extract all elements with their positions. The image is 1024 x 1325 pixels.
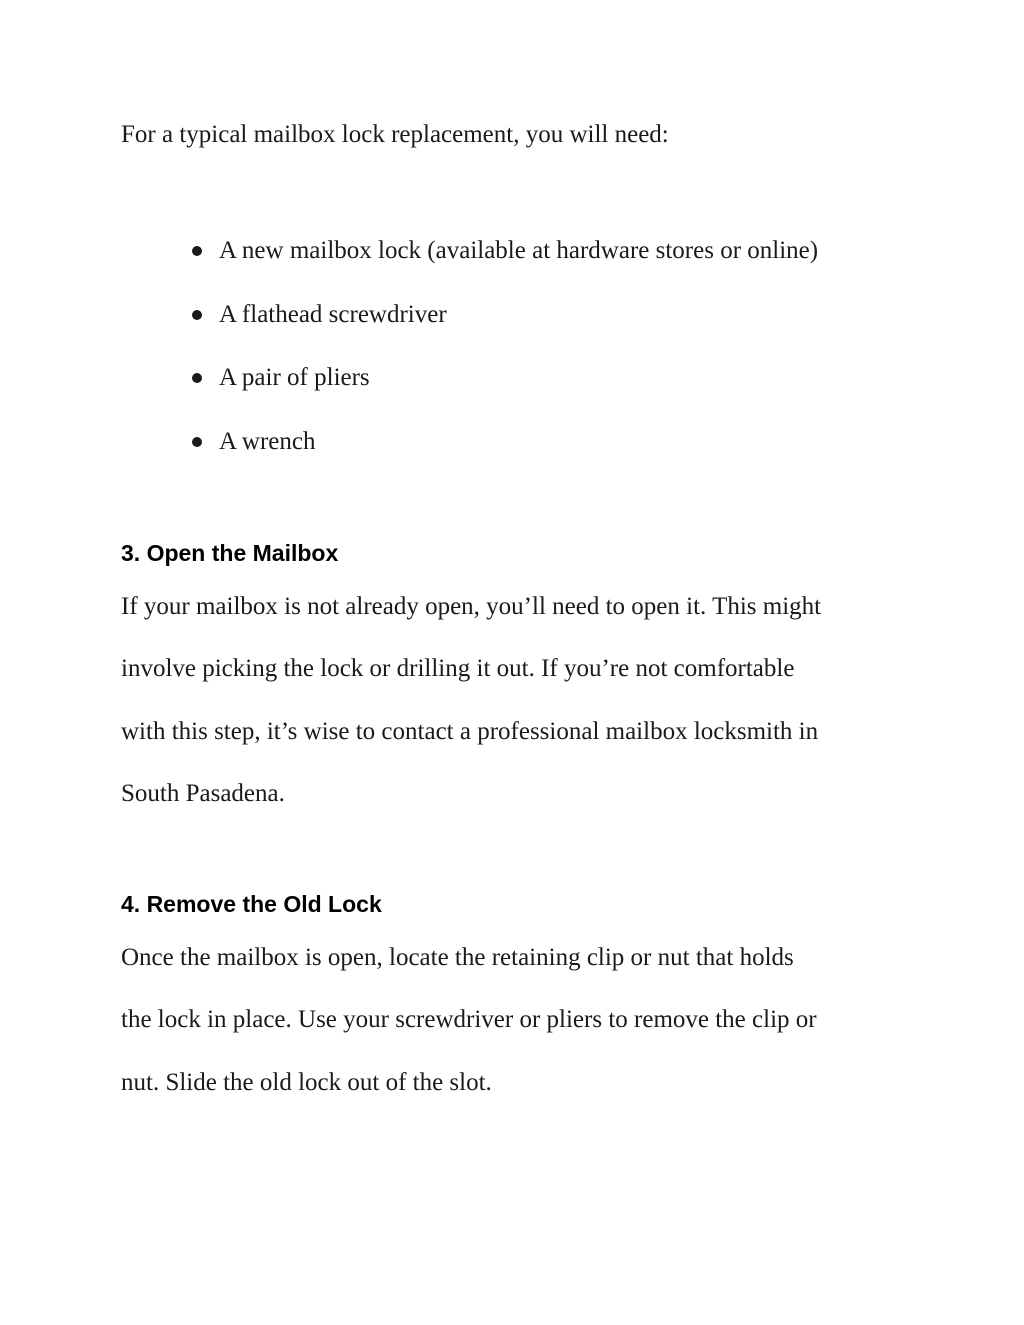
paragraph-line: nut. Slide the old lock out of the slot. <box>121 1068 492 1096</box>
paragraph-line: South Pasadena. <box>121 779 285 807</box>
section-paragraph-open-mailbox <box>121 589 821 838</box>
bullet-icon <box>192 373 202 383</box>
list-item <box>189 233 818 297</box>
list-item <box>189 424 818 488</box>
intro-paragraph: For a typical mailbox lock replacement, you will need: <box>121 121 669 148</box>
bullet-icon <box>192 437 202 447</box>
paragraph-line: If your mailbox is not already open, you’ll need to open it. This might <box>121 593 822 620</box>
list-item-text: A new mailbox lock (available at hardware stores or online) <box>219 237 819 264</box>
list-item-text: A pair of pliers <box>219 364 370 391</box>
section-paragraph-remove-old-lock <box>121 940 817 1127</box>
section-heading-remove-old-lock: 4. Remove the Old Lock <box>121 891 382 917</box>
paragraph-line: Once the mailbox is open, locate the retaining clip or nut that holds <box>121 944 794 971</box>
section-heading-open-mailbox: 3. Open the Mailbox <box>121 540 339 566</box>
paragraph-line: with this step, it’s wise to contact a professional mailbox locksmith in <box>121 717 819 745</box>
bullet-icon <box>192 246 202 256</box>
list-item-text: A flathead screwdriver <box>219 300 447 328</box>
list-item <box>189 297 818 361</box>
list-item <box>189 360 818 424</box>
paragraph-line: involve picking the lock or drilling it out. If you’re not comfortable <box>121 655 795 683</box>
list-item-text: A wrench <box>219 427 316 455</box>
tools-list <box>189 233 818 487</box>
paragraph-line: the lock in place. Use your screwdriver or pliers to remove the clip or <box>121 1006 817 1034</box>
bullet-icon <box>192 310 202 320</box>
